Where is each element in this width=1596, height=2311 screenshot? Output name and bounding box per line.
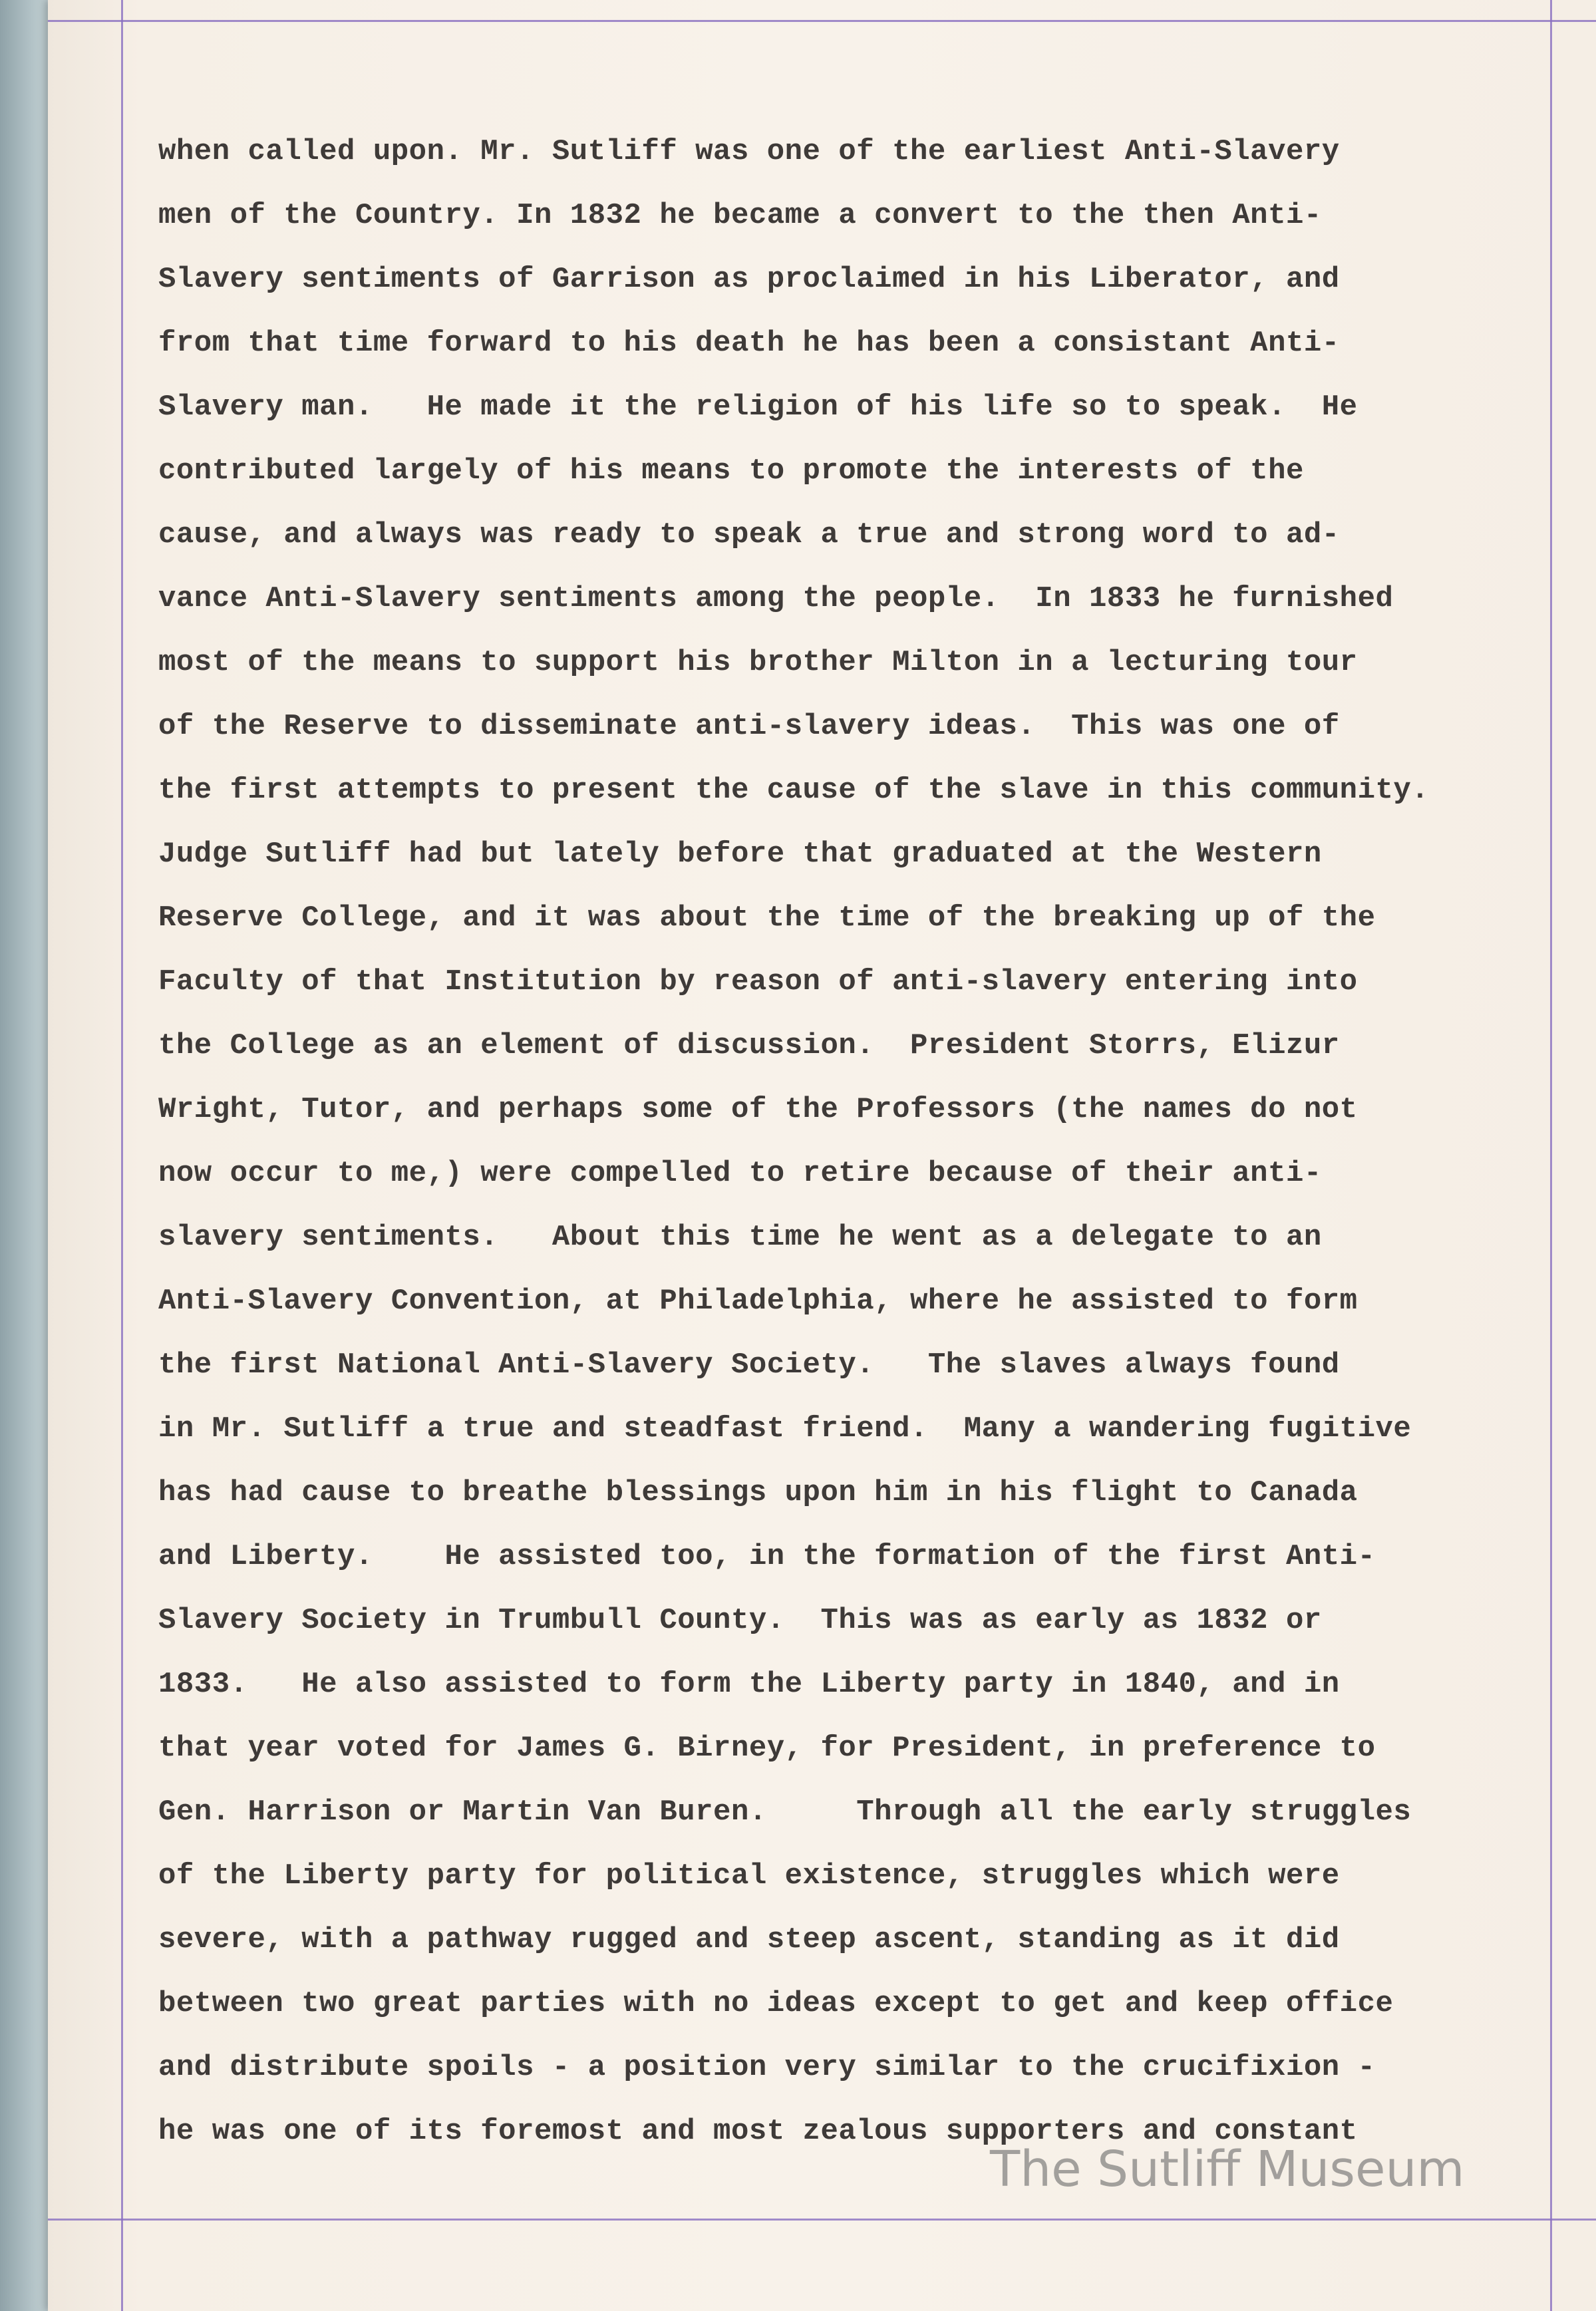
text-line: the College as an element of discussion. President Storrs, Elizur: [158, 1029, 1340, 1062]
text-line: 1833. He also assisted to form the Liberty party in 1840, and in: [158, 1668, 1340, 1701]
text-line: when called upon. Mr. Sutliff was one of the earliest Anti-Slavery: [158, 135, 1340, 168]
text-line: vance Anti-Slavery sentiments among the people. In 1833 he furnished: [158, 582, 1394, 615]
bottom-margin-rule: [48, 2219, 1596, 2221]
text-line: severe, with a pathway rugged and steep ascent, standing as it did: [158, 1923, 1340, 1956]
left-margin-rule: [121, 0, 123, 2311]
museum-watermark: The Sutliff Museum: [990, 2141, 1465, 2198]
text-line: men of the Country. In 1832 he became a convert to the then Anti-: [158, 199, 1322, 232]
top-margin-rule: [48, 20, 1596, 22]
text-line: and Liberty. He assisted too, in the formation of the first Anti-: [158, 1540, 1376, 1573]
text-line: that year voted for James G. Birney, for President, in preference to: [158, 1732, 1376, 1765]
text-line: Wright, Tutor, and perhaps some of the Professors (the names do not: [158, 1093, 1358, 1126]
text-line: Slavery sentiments of Garrison as proclaimed in his Liberator, and: [158, 263, 1340, 296]
text-line: Slavery man. He made it the religion of his life so to speak. He: [158, 390, 1358, 424]
text-line: the first attempts to present the cause of the slave in this community.: [158, 774, 1430, 807]
text-line: contributed largely of his means to promote the interests of the: [158, 454, 1304, 488]
text-line: most of the means to support his brother Milton in a lecturing tour: [158, 646, 1358, 679]
text-line: slavery sentiments. About this time he went as a delegate to an: [158, 1221, 1322, 1254]
text-line: Gen. Harrison or Martin Van Buren. Through all the early struggles: [158, 1795, 1412, 1829]
text-line: of the Liberty party for political existence, struggles which were: [158, 1859, 1340, 1893]
text-line: in Mr. Sutliff a true and steadfast friend. Many a wandering fugitive: [158, 1412, 1412, 1446]
text-line: the first National Anti-Slavery Society. The slaves always found: [158, 1348, 1340, 1382]
text-line: from that time forward to his death he has been a consistant Anti-: [158, 327, 1340, 360]
text-line: Anti-Slavery Convention, at Philadelphia, where he assisted to form: [158, 1285, 1358, 1318]
text-line: Faculty of that Institution by reason of anti-slavery entering into: [158, 965, 1358, 999]
typed-text-body: [158, 120, 1555, 2163]
text-line: Judge Sutliff had but lately before that graduated at the Western: [158, 838, 1322, 871]
text-line: between two great parties with no ideas except to get and keep office: [158, 1987, 1394, 2020]
text-line: of the Reserve to disseminate anti-slavery ideas. This was one of: [158, 710, 1340, 743]
text-line: he was one of its foremost and most zealous supporters and constant: [158, 2115, 1358, 2148]
text-line: Slavery Society in Trumbull County. This was as early as 1832 or: [158, 1604, 1322, 1637]
text-line: now occur to me,) were compelled to retire because of their anti-: [158, 1157, 1322, 1190]
text-line: Reserve College, and it was about the time of the breaking up of the: [158, 901, 1376, 935]
text-line: cause, and always was ready to speak a true and strong word to ad-: [158, 518, 1340, 551]
text-line: has had cause to breathe blessings upon him in his flight to Canada: [158, 1476, 1358, 1509]
text-line: and distribute spoils - a position very similar to the crucifixion -: [158, 2051, 1376, 2084]
